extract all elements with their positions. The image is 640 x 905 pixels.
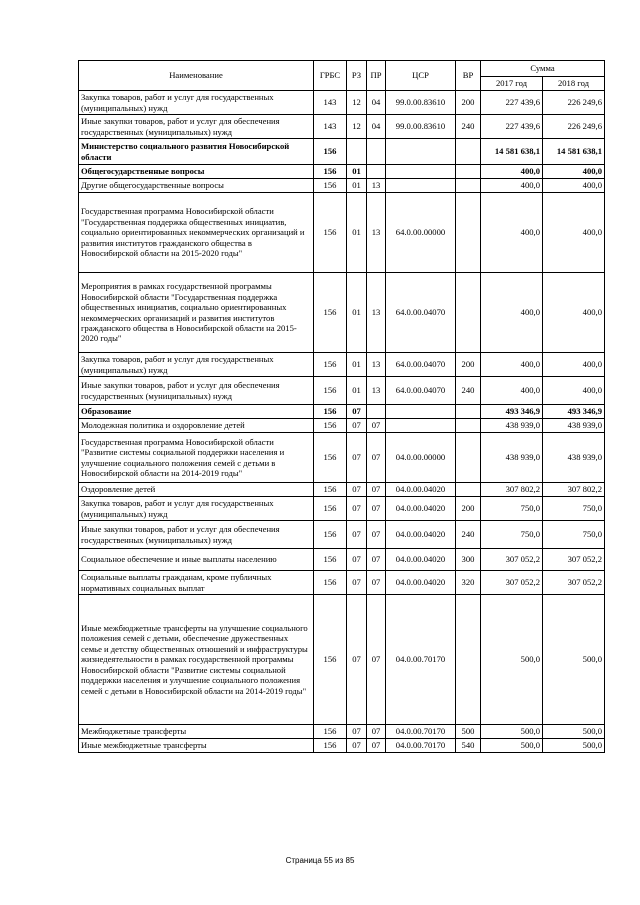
row-pr-cell: 07 (367, 725, 386, 739)
table-row (79, 273, 605, 353)
row-pr-cell: 07 (367, 483, 386, 497)
row-sum-2018-cell: 493 346,9 (543, 405, 605, 419)
row-rz-cell: 07 (347, 419, 367, 433)
row-pr-cell: 07 (367, 549, 386, 571)
row-sum-2017-cell: 14 581 638,1 (481, 139, 543, 165)
row-vr-cell: 200 (456, 497, 481, 521)
row-sum-2017-cell: 438 939,0 (481, 433, 543, 483)
row-name-cell: Другие общегосударственные вопросы (79, 179, 314, 193)
row-vr-cell: 240 (456, 115, 481, 139)
row-grbs-cell: 156 (314, 179, 347, 193)
row-sum-2018-cell: 400,0 (543, 353, 605, 377)
row-rz-cell: 07 (347, 549, 367, 571)
row-csr-cell: 04.0.00.04020 (386, 549, 456, 571)
row-name-cell: Молодежная политика и оздоровление детей (79, 419, 314, 433)
row-name-cell: Государственная программа Новосибирской области "Государственная поддержка общественных инициатив, социально ориентированных некоммерческих организаций и развития институтов гражданского общества в Новосибирской области на 2015-2020 годы" (79, 193, 314, 273)
row-rz-cell: 01 (347, 353, 367, 377)
row-pr-cell: 13 (367, 273, 386, 353)
row-sum-2018-cell: 400,0 (543, 273, 605, 353)
table-row (79, 377, 605, 405)
row-vr-cell: 200 (456, 91, 481, 115)
table-row (79, 595, 605, 725)
row-name-cell: Социальные выплаты гражданам, кроме публичных нормативных социальных выплат (79, 571, 314, 595)
table-row (79, 419, 605, 433)
table-row (79, 193, 605, 273)
row-sum-2018-cell: 500,0 (543, 739, 605, 753)
row-sum-2017-cell: 227 439,6 (481, 115, 543, 139)
row-vr-cell (456, 165, 481, 179)
row-csr-cell: 64.0.00.04070 (386, 273, 456, 353)
row-rz-cell: 07 (347, 521, 367, 549)
header-2017: 2017 год (481, 77, 543, 91)
row-vr-cell: 200 (456, 353, 481, 377)
row-grbs-cell: 143 (314, 115, 347, 139)
row-pr-cell (367, 139, 386, 165)
row-sum-2017-cell: 500,0 (481, 595, 543, 725)
row-rz-cell: 07 (347, 571, 367, 595)
row-pr-cell: 07 (367, 521, 386, 549)
row-sum-2018-cell: 400,0 (543, 179, 605, 193)
row-pr-cell: 07 (367, 419, 386, 433)
row-name-cell: Закупка товаров, работ и услуг для государственных (муниципальных) нужд (79, 497, 314, 521)
row-csr-cell: 04.0.00.04020 (386, 497, 456, 521)
row-name-cell: Иные межбюджетные трансферты (79, 739, 314, 753)
row-grbs-cell: 156 (314, 273, 347, 353)
row-pr-cell (367, 405, 386, 419)
table-row (79, 725, 605, 739)
table-row (79, 483, 605, 497)
row-grbs-cell: 156 (314, 139, 347, 165)
row-vr-cell: 240 (456, 377, 481, 405)
row-vr-cell: 500 (456, 725, 481, 739)
row-name-cell: Межбюджетные трансферты (79, 725, 314, 739)
row-grbs-cell: 156 (314, 433, 347, 483)
row-sum-2017-cell: 307 802,2 (481, 483, 543, 497)
header-name: Наименование (79, 61, 314, 91)
row-sum-2017-cell: 750,0 (481, 497, 543, 521)
row-pr-cell: 13 (367, 377, 386, 405)
row-grbs-cell: 156 (314, 483, 347, 497)
row-vr-cell: 240 (456, 521, 481, 549)
row-sum-2017-cell: 400,0 (481, 193, 543, 273)
header-rz: РЗ (347, 61, 367, 91)
row-name-cell: Образование (79, 405, 314, 419)
row-rz-cell: 07 (347, 483, 367, 497)
row-pr-cell: 13 (367, 193, 386, 273)
table-row (79, 115, 605, 139)
row-csr-cell (386, 139, 456, 165)
row-grbs-cell: 156 (314, 165, 347, 179)
row-sum-2018-cell: 400,0 (543, 377, 605, 405)
row-rz-cell: 07 (347, 595, 367, 725)
row-grbs-cell: 156 (314, 353, 347, 377)
row-pr-cell: 07 (367, 571, 386, 595)
row-sum-2018-cell: 750,0 (543, 497, 605, 521)
row-pr-cell: 13 (367, 179, 386, 193)
row-grbs-cell: 156 (314, 193, 347, 273)
row-csr-cell: 04.0.00.00000 (386, 433, 456, 483)
row-csr-cell (386, 405, 456, 419)
row-vr-cell (456, 433, 481, 483)
row-sum-2018-cell: 500,0 (543, 725, 605, 739)
header-csr: ЦСР (386, 61, 456, 91)
table-row (79, 179, 605, 193)
row-pr-cell: 07 (367, 497, 386, 521)
row-name-cell: Оздоровление детей (79, 483, 314, 497)
row-name-cell: Иные закупки товаров, работ и услуг для обеспечения государственных (муниципальных) нужд (79, 115, 314, 139)
row-sum-2017-cell: 400,0 (481, 179, 543, 193)
row-sum-2017-cell: 493 346,9 (481, 405, 543, 419)
row-sum-2018-cell: 307 052,2 (543, 571, 605, 595)
table-row (79, 433, 605, 483)
row-vr-cell: 300 (456, 549, 481, 571)
row-csr-cell: 04.0.00.70170 (386, 595, 456, 725)
row-csr-cell: 64.0.00.00000 (386, 193, 456, 273)
row-rz-cell (347, 139, 367, 165)
row-rz-cell: 01 (347, 165, 367, 179)
row-sum-2018-cell: 400,0 (543, 193, 605, 273)
table-body (79, 91, 605, 753)
table-row (79, 139, 605, 165)
row-pr-cell: 07 (367, 739, 386, 753)
budget-table (78, 60, 605, 753)
row-grbs-cell: 156 (314, 739, 347, 753)
row-name-cell: Общегосударственные вопросы (79, 165, 314, 179)
row-sum-2018-cell: 226 249,6 (543, 91, 605, 115)
row-sum-2018-cell: 750,0 (543, 521, 605, 549)
row-rz-cell: 12 (347, 91, 367, 115)
row-grbs-cell: 156 (314, 571, 347, 595)
row-name-cell: Иные закупки товаров, работ и услуг для обеспечения государственных (муниципальных) нужд (79, 521, 314, 549)
row-vr-cell (456, 483, 481, 497)
header-row (79, 61, 605, 77)
row-grbs-cell: 156 (314, 405, 347, 419)
row-pr-cell: 04 (367, 91, 386, 115)
table-row (79, 549, 605, 571)
table-row (79, 497, 605, 521)
row-sum-2018-cell: 400,0 (543, 165, 605, 179)
row-grbs-cell: 156 (314, 549, 347, 571)
row-vr-cell: 320 (456, 571, 481, 595)
row-rz-cell: 01 (347, 377, 367, 405)
row-vr-cell (456, 405, 481, 419)
row-csr-cell: 99.0.00.83610 (386, 115, 456, 139)
row-sum-2017-cell: 438 939,0 (481, 419, 543, 433)
row-name-cell: Иные закупки товаров, работ и услуг для обеспечения государственных (муниципальных) нужд (79, 377, 314, 405)
row-sum-2018-cell: 307 052,2 (543, 549, 605, 571)
row-grbs-cell: 156 (314, 497, 347, 521)
row-sum-2017-cell: 750,0 (481, 521, 543, 549)
table-row (79, 165, 605, 179)
row-sum-2017-cell: 400,0 (481, 353, 543, 377)
row-sum-2018-cell: 438 939,0 (543, 433, 605, 483)
row-vr-cell (456, 139, 481, 165)
row-sum-2017-cell: 500,0 (481, 725, 543, 739)
row-sum-2018-cell: 14 581 638,1 (543, 139, 605, 165)
row-rz-cell: 01 (347, 179, 367, 193)
row-grbs-cell: 156 (314, 419, 347, 433)
row-rz-cell: 07 (347, 497, 367, 521)
row-sum-2018-cell: 226 249,6 (543, 115, 605, 139)
row-name-cell: Социальное обеспечение и иные выплаты населению (79, 549, 314, 571)
row-vr-cell: 540 (456, 739, 481, 753)
page-footer: Страница 55 из 85 (285, 856, 355, 865)
row-pr-cell: 13 (367, 353, 386, 377)
table-row (79, 521, 605, 549)
row-rz-cell: 07 (347, 405, 367, 419)
row-rz-cell: 01 (347, 273, 367, 353)
table-row (79, 353, 605, 377)
row-pr-cell (367, 165, 386, 179)
row-csr-cell: 64.0.00.04070 (386, 377, 456, 405)
row-name-cell: Иные межбюджетные трансферты на улучшение социального положения семей с детьми, обеспечение дружественных семье и детству общественных отношений и инфраструктуры жизнедеятельности в рамках государственной программы Новосибирской области "Развитие системы социальной поддержки населения и улучшение социального положения семей с детьми в Новосибирской области на 2014-2019 годы" (79, 595, 314, 725)
row-csr-cell: 04.0.00.04020 (386, 571, 456, 595)
row-csr-cell: 04.0.00.70170 (386, 739, 456, 753)
row-name-cell: Закупка товаров, работ и услуг для государственных (муниципальных) нужд (79, 353, 314, 377)
row-csr-cell (386, 419, 456, 433)
header-grbs: ГРБС (314, 61, 347, 91)
row-sum-2017-cell: 227 439,6 (481, 91, 543, 115)
row-rz-cell: 07 (347, 433, 367, 483)
row-name-cell: Мероприятия в рамках государственной программы Новосибирской области "Государственная поддержка общественных инициатив, социально ориентированных некоммерческих организаций и развития институтов гражданского общества в Новосибирской области на 2015-2020 годы" (79, 273, 314, 353)
row-vr-cell (456, 419, 481, 433)
row-csr-cell: 04.0.00.04020 (386, 521, 456, 549)
row-sum-2017-cell: 500,0 (481, 739, 543, 753)
header-pr: ПР (367, 61, 386, 91)
row-rz-cell: 12 (347, 115, 367, 139)
row-sum-2018-cell: 438 939,0 (543, 419, 605, 433)
row-pr-cell: 07 (367, 433, 386, 483)
row-pr-cell: 04 (367, 115, 386, 139)
row-rz-cell: 01 (347, 193, 367, 273)
row-rz-cell: 07 (347, 739, 367, 753)
row-name-cell: Министерство социального развития Новосибирской области (79, 139, 314, 165)
row-pr-cell: 07 (367, 595, 386, 725)
row-csr-cell: 64.0.00.04070 (386, 353, 456, 377)
row-sum-2018-cell: 307 802,2 (543, 483, 605, 497)
row-vr-cell (456, 179, 481, 193)
row-grbs-cell: 143 (314, 91, 347, 115)
row-sum-2017-cell: 400,0 (481, 377, 543, 405)
row-grbs-cell: 156 (314, 377, 347, 405)
row-name-cell: Государственная программа Новосибирской области "Развитие системы социальной поддержки населения и улучшение социального положения семей с детьми в Новосибирской области на 2014-2019 годы" (79, 433, 314, 483)
row-grbs-cell: 156 (314, 725, 347, 739)
header-sum: Сумма (481, 61, 605, 77)
row-csr-cell: 99.0.00.83610 (386, 91, 456, 115)
row-vr-cell (456, 193, 481, 273)
row-sum-2018-cell: 500,0 (543, 595, 605, 725)
row-name-cell: Закупка товаров, работ и услуг для государственных (муниципальных) нужд (79, 91, 314, 115)
row-sum-2017-cell: 307 052,2 (481, 571, 543, 595)
row-sum-2017-cell: 400,0 (481, 273, 543, 353)
row-grbs-cell: 156 (314, 595, 347, 725)
table-row (79, 739, 605, 753)
row-sum-2017-cell: 400,0 (481, 165, 543, 179)
header-vr: ВР (456, 61, 481, 91)
row-csr-cell (386, 179, 456, 193)
table-row (79, 571, 605, 595)
row-csr-cell: 04.0.00.70170 (386, 725, 456, 739)
row-rz-cell: 07 (347, 725, 367, 739)
row-vr-cell (456, 273, 481, 353)
table-row (79, 405, 605, 419)
row-csr-cell: 04.0.00.04020 (386, 483, 456, 497)
row-vr-cell (456, 595, 481, 725)
row-sum-2017-cell: 307 052,2 (481, 549, 543, 571)
row-grbs-cell: 156 (314, 521, 347, 549)
row-csr-cell (386, 165, 456, 179)
table-row (79, 91, 605, 115)
header-2018: 2018 год (543, 77, 605, 91)
